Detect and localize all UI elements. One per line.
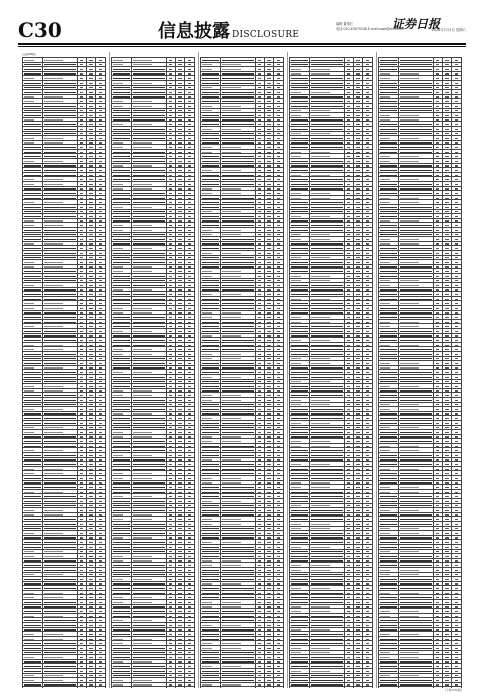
table-cell xyxy=(379,687,399,688)
fund-table xyxy=(378,57,462,688)
table-cell xyxy=(309,687,344,688)
table-cell xyxy=(131,687,166,688)
table-cell xyxy=(42,687,77,688)
column-2 xyxy=(111,52,195,688)
column-rule xyxy=(109,52,110,688)
disclosure-columns xyxy=(22,52,462,690)
table-row xyxy=(112,687,195,688)
table-cell xyxy=(201,687,221,688)
contact-line: 电话:010-63070246 E-mail:zqsb@stcn.com xyxy=(336,26,405,31)
table-cell xyxy=(274,687,284,688)
table-row xyxy=(201,687,284,688)
newspaper-logo: 证券日报 xyxy=(391,17,440,31)
table-cell xyxy=(255,687,264,688)
table-cell xyxy=(166,687,175,688)
table-cell xyxy=(433,687,442,688)
column-3 xyxy=(200,52,284,688)
table-cell xyxy=(264,687,273,688)
table-cell xyxy=(175,687,184,688)
table-cell xyxy=(112,687,132,688)
table-cell xyxy=(220,687,255,688)
table-cell xyxy=(290,687,310,688)
table-cell xyxy=(398,687,433,688)
table-cell xyxy=(185,687,195,688)
column-4 xyxy=(289,52,373,688)
table-cell xyxy=(77,687,86,688)
section-title-en: DISCLOSURE xyxy=(232,30,300,40)
table-cell xyxy=(353,687,362,688)
fund-table xyxy=(111,57,195,688)
column-head: (上接C29版) xyxy=(22,53,36,56)
column-5 xyxy=(378,52,462,688)
table-row xyxy=(290,687,373,688)
masthead-rule-thin xyxy=(18,46,466,47)
editor-line: 编辑 董事长 xyxy=(336,22,353,26)
table-cell xyxy=(96,687,106,688)
fund-table xyxy=(22,57,106,688)
fund-table xyxy=(200,57,284,688)
issue-date: 2016年7月2日 星期六 xyxy=(431,28,466,32)
table-cell xyxy=(344,687,353,688)
table-row xyxy=(23,687,106,688)
page-number: C30 xyxy=(18,18,62,42)
fund-table xyxy=(289,57,373,688)
table-cell xyxy=(23,687,43,688)
section-title-cn: 信息披露 xyxy=(158,21,230,42)
column-1 xyxy=(22,52,106,688)
section-title xyxy=(158,17,299,43)
table-cell xyxy=(363,687,373,688)
column-rule xyxy=(287,52,288,688)
masthead xyxy=(18,14,466,42)
column-rule xyxy=(198,52,199,688)
masthead-rule-thick xyxy=(18,43,466,45)
table-cell xyxy=(86,687,95,688)
